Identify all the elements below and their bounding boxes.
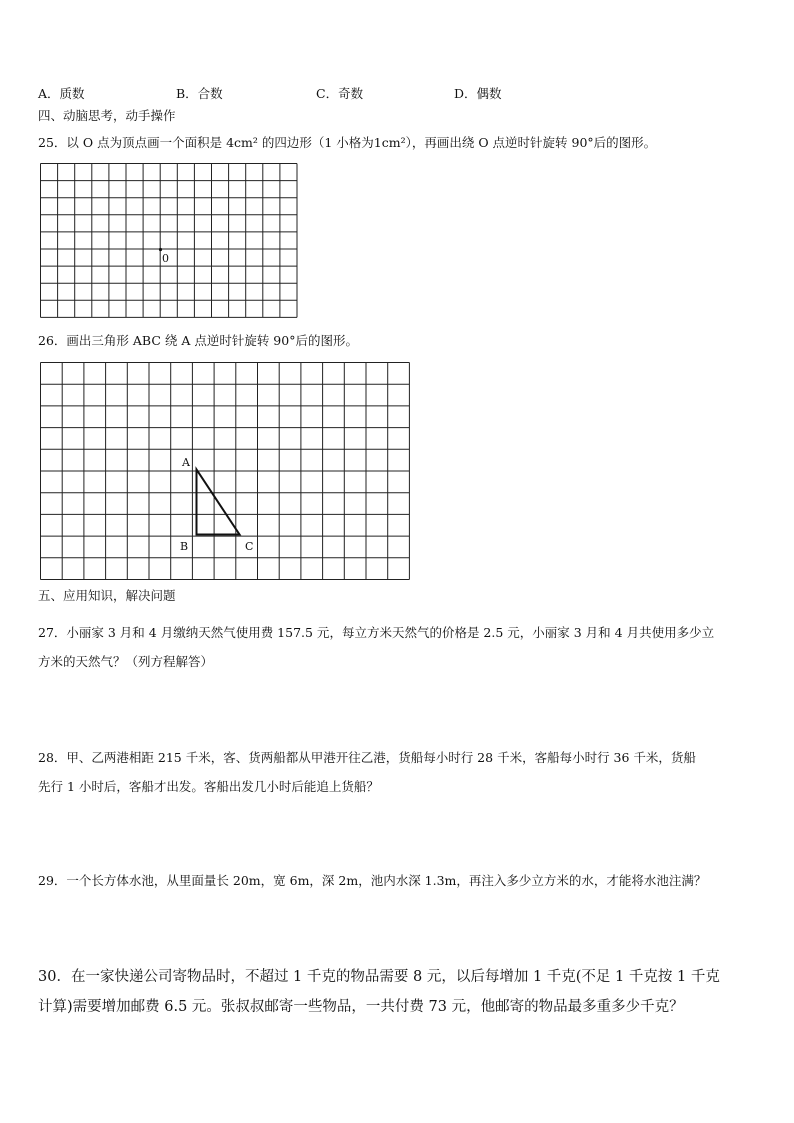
question-30-line-1: 30．在一家快递公司寄物品时，不超过 1 千克的物品需要 8 元，以后每增加 1 千克(不足 1 千克按 1 千克: [38, 969, 720, 985]
triangle-label-a: A: [182, 456, 190, 469]
question-27-line-2: 方米的天然气？（列方程解答）: [38, 654, 214, 669]
triangle-abc: [197, 470, 240, 535]
question-25-text: 25．以 O 点为顶点画一个面积是 4cm² 的四边形（1 小格为1cm²），再画出绕 O 点逆时针旋转 90°后的图形。: [38, 135, 657, 150]
section-5-title: 五、应用知识，解决问题: [38, 588, 176, 603]
question-30-line-2: 计算)需要增加邮费 6.5 元。张叔叔邮寄一些物品，一共付费 73 元，他邮寄的物品最多重多少千克？: [38, 999, 684, 1015]
question-29-text: 29．一个长方体水池，从里面量长 20m，宽 6m，深 2m，池内水深 1.3m，再注入多少立方米的水，才能将水池注满？: [38, 873, 707, 888]
point-o-marker: [159, 248, 162, 251]
section-4-title: 四、动脑思考，动手操作: [38, 108, 176, 123]
question-25-grid: [40, 163, 300, 319]
question-28-line-1: 28．甲、乙两港相距 215 千米，客、货两船都从甲港开往乙港，货船每小时行 28 千米，客船每小时行 36 千米，货船: [38, 750, 696, 765]
triangle-label-c: C: [245, 540, 254, 553]
question-26-text: 26．画出三角形 ABC 绕 A 点逆时针旋转 90°后的图形。: [38, 333, 358, 348]
triangle-label-b: B: [180, 540, 189, 553]
option-b: B．合数: [176, 86, 223, 101]
question-26-grid: [40, 362, 420, 580]
option-a: A．质数: [38, 86, 85, 101]
option-c: C．奇数: [316, 86, 364, 101]
option-d: D．偶数: [454, 86, 502, 101]
point-o-label: 0: [162, 252, 169, 265]
question-27-line-1: 27．小丽家 3 月和 4 月缴纳天然气使用费 157.5 元，每立方米天然气的价格是 2.5 元，小丽家 3 月和 4 月共使用多少立: [38, 625, 715, 640]
question-28-line-2: 先行 1 小时后，客船才出发。客船出发几小时后能追上货船？: [38, 779, 379, 794]
